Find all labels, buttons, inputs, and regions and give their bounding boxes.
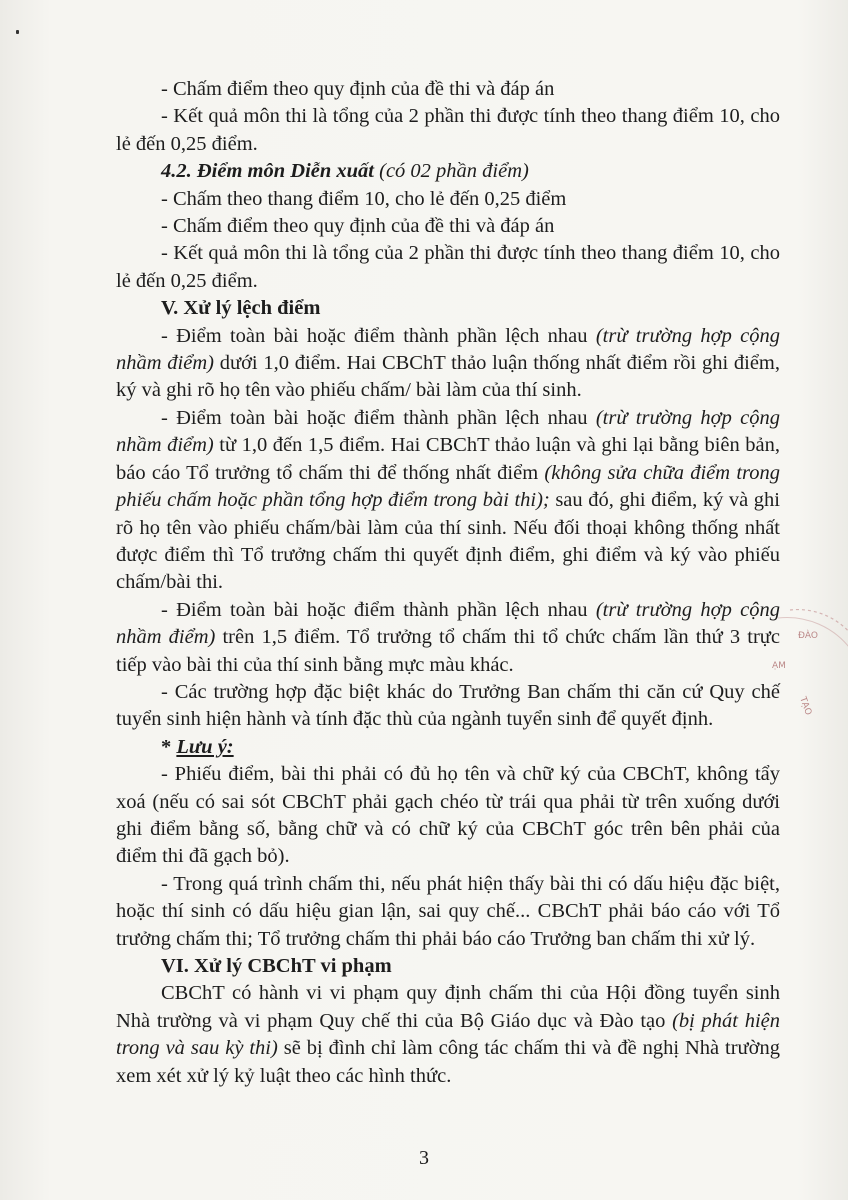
heading-4-2-title: 4.2. Điểm môn Diễn xuất [161, 160, 374, 183]
paragraph-vi-pham [116, 980, 780, 1090]
p2-text-a: - Điểm toàn bài hoặc điểm thành phần lệch nhau [161, 406, 596, 429]
note-heading [116, 734, 780, 761]
line-cham-diem: - Chấm điểm theo quy định của đề thi và đáp án [161, 78, 555, 100]
heading-4-2-sub: (có 02 phần điểm) [374, 160, 529, 183]
p3-text-c: trên 1,5 điểm. Tổ trưởng tổ chấm thi tổ chức chấm lần thứ 3 trực tiếp vào bài thi của thí sinh bằng mực màu khác. [116, 626, 780, 676]
seal-text-1: ĐÀO [798, 631, 818, 641]
p7-text-a: CBChT có hành vi vi phạm quy định chấm thi của Hội đồng tuyển sinh Nhà trường và vi phạm Quy chế thi của Bộ Giáo dục và Đào tạo [116, 982, 780, 1032]
p2-text-italic-1: (trừ trường hợp cộng nhầm điểm) [116, 406, 780, 457]
line-ket-qua-1: - Kết quả môn thi là tổng của 2 phần thi được tính theo thang điểm 10, cho lẻ đến 0,25 điểm. [116, 105, 780, 155]
line-thang-diem: - Chấm theo thang điểm 10, cho lẻ đến 0,25 điểm [161, 187, 567, 210]
paragraph-lech-1-1-5 [116, 405, 780, 597]
line-ket-qua-2: - Kết quả môn thi là tổng của 2 phần thi được tính theo thang điểm 10, cho lẻ đến 0,25 điểm. [116, 242, 780, 292]
p7-text-c: sẽ bị đình chỉ làm công tác chấm thi và đề nghị Nhà trường xem xét xử lý kỷ luật theo các hình thức. [116, 1037, 781, 1087]
p2-text-e: sau đó, ghi điểm, ký và ghi rõ họ tên vào phiếu chấm/bài làm của thí sinh. Nếu đối thoại không thống nhất được điểm thì Tổ trưởng chấm thi quyết định điểm, ghi điểm và ký vào phiếu chấm/bài thi. [116, 489, 780, 594]
p2-text-italic-2: (không sửa chữa điểm trong phiếu chấm hoặc phần tổng hợp điểm trong bài thi); [116, 461, 780, 512]
heading-4-2 [116, 158, 780, 185]
p1-text-a: - Điểm toàn bài hoặc điểm thành phần lệch nhau [161, 324, 596, 347]
paragraph-lech-tren-1-5 [116, 597, 780, 679]
heading-v: V. Xử lý lệch điểm [161, 297, 321, 320]
p3-text-a: - Điểm toàn bài hoặc điểm thành phần lệch nhau [161, 598, 596, 621]
paragraph-truong-hop-dac-biet: - Các trường hợp đặc biệt khác do Trưởng Ban chấm thi căn cứ Quy chế tuyển sinh hiện hành và tính đặc thù của ngành tuyển sinh để quyết định. [116, 680, 780, 731]
p3-text-italic: (trừ trường hợp cộng nhầm điểm) [116, 598, 780, 649]
line-cham-diem-2: - Chấm điểm theo quy định của đề thi và đáp án [161, 215, 555, 238]
page-number: 3 [419, 1147, 429, 1169]
paragraph-trong-qua-trinh: - Trong quá trình chấm thi, nếu phát hiện thấy bài thi có dấu hiệu đặc biệt, hoặc thí sinh có dấu hiệu gian lận, sai quy chế... CBChT phải báo cáo với Tổ trưởng chấm thi; Tổ trưởng chấm thi phải báo cáo Trưởng ban chấm thi xử lý. [116, 872, 780, 950]
p1-text-c: dưới 1,0 điểm. Hai CBChT thảo luận thống nhất điểm rồi ghi điểm, ký và ghi rõ họ tên vào phiếu chấm/ bài làm của thí sinh. [116, 352, 781, 402]
p7-text-italic: (bị phát hiện trong và sau kỳ thi) [116, 1009, 780, 1060]
paragraph-phieu-diem: - Phiếu điểm, bài thi phải có đủ họ tên và chữ ký của CBChT, không tẩy xoá (nếu có sai sót CBChT phải gạch chéo từ trái qua phải từ trên xuống dưới ghi điểm bằng số, bằng chữ và có chữ ký của CBChT góc trên bên phải của điểm thi đã gạch bỏ). [116, 763, 780, 868]
seal-text-3: TẠO [797, 695, 813, 717]
seal-stamp [760, 590, 848, 740]
p1-text-italic: (trừ trường hợp cộng nhầm điểm) [116, 324, 780, 375]
heading-vi: VI. Xử lý CBChT vi phạm [161, 955, 392, 977]
document-body [116, 76, 780, 1090]
note-star: * [161, 735, 177, 758]
p2-text-c: từ 1,0 đến 1,5 điểm. Hai CBChT thảo luận và ghi lại bằng biên bản, báo cáo Tổ trưởng tổ chấm thi để thống nhất điểm [116, 434, 780, 484]
paragraph-lech-duoi-1 [116, 323, 780, 405]
note-label: Lưu ý: [176, 735, 234, 758]
seal-text-2: ẠM [772, 661, 786, 671]
scan-speck [16, 30, 19, 34]
